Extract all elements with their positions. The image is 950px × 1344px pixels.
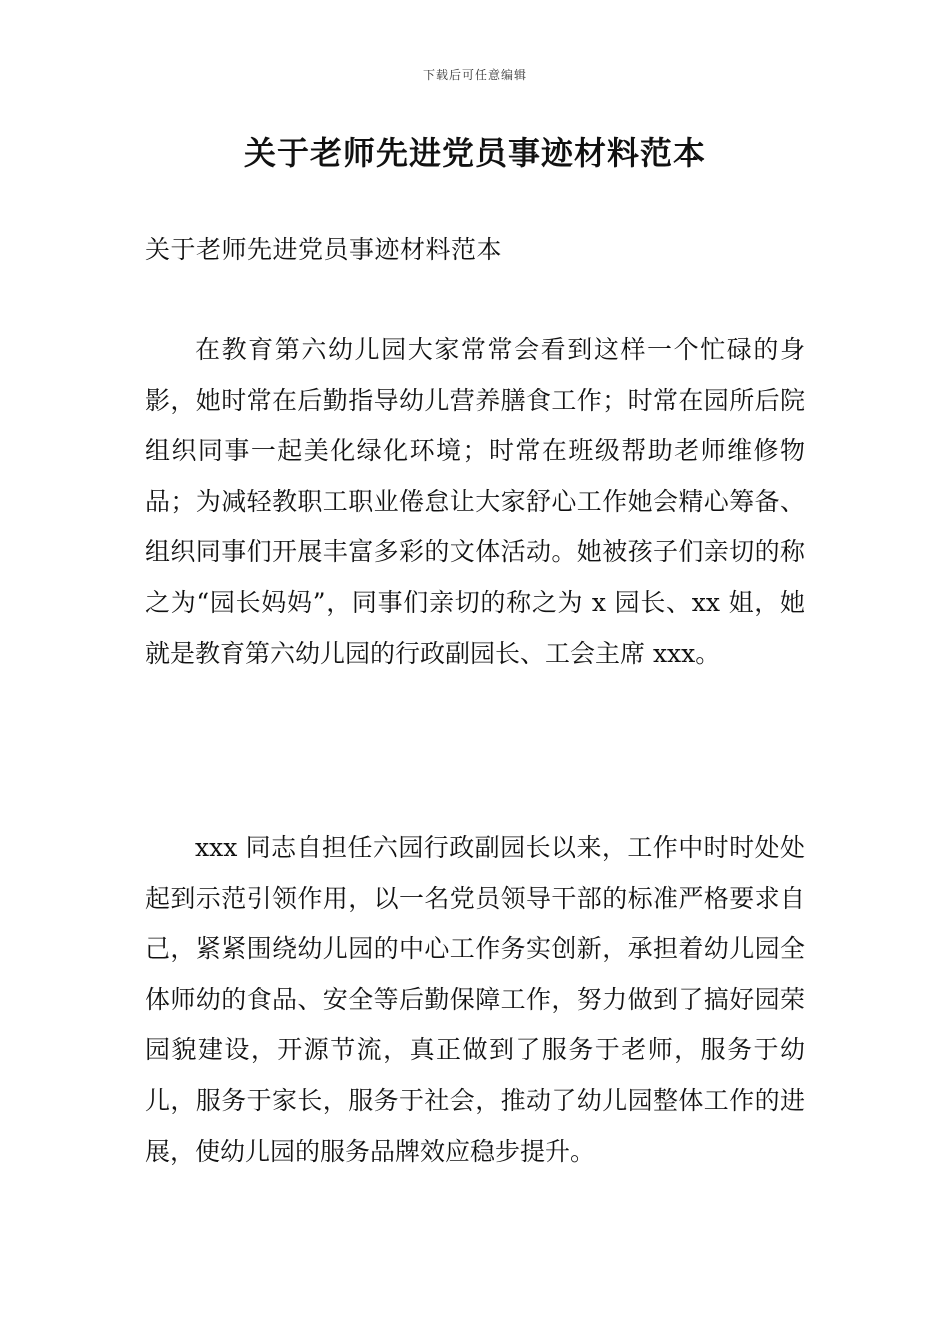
body-paragraph-1: 在教育第六幼儿园大家常常会看到这样一个忙碌的身影，她时常在后勤指导幼儿营养膳食工作；时常在园所后院组织同事一起美化绿化环境；时常在班级帮助老师维修物品；为减轻教职工职业倦怠让大家舒心工作她会精心筹备、组织同事们开展丰富多彩的文体活动。她被孩子们亲切的称之为“园长妈妈”，同事们亲切的称之为 x 园长、xx 姐，她就是教育第六幼儿园的行政副园长、工会主席 xxx。: [145, 335, 805, 668]
page-header-note: 下载后可任意编辑: [422, 68, 527, 82]
body-paragraph-2: xxx 同志自担任六园行政副园长以来，工作中时时处处起到示范引领作用，以一名党员领导干部的标准严格要求自己，紧紧围绕幼儿园的中心工作务实创新，承担着幼儿园全体师幼的食品、安全等后勤保障工作，努力做到了搞好园荣园貌建设，开源节流，真正做到了服务于老师，服务于幼儿，服务于家长，服务于社会，推动了幼儿园整体工作的进展，使幼儿园的服务品牌效应稳步提升。: [145, 833, 805, 1166]
document-subtitle: 关于老师先进党员事迹材料范本: [145, 235, 503, 264]
document-title: 关于老师先进党员事迹材料范本: [243, 134, 706, 172]
